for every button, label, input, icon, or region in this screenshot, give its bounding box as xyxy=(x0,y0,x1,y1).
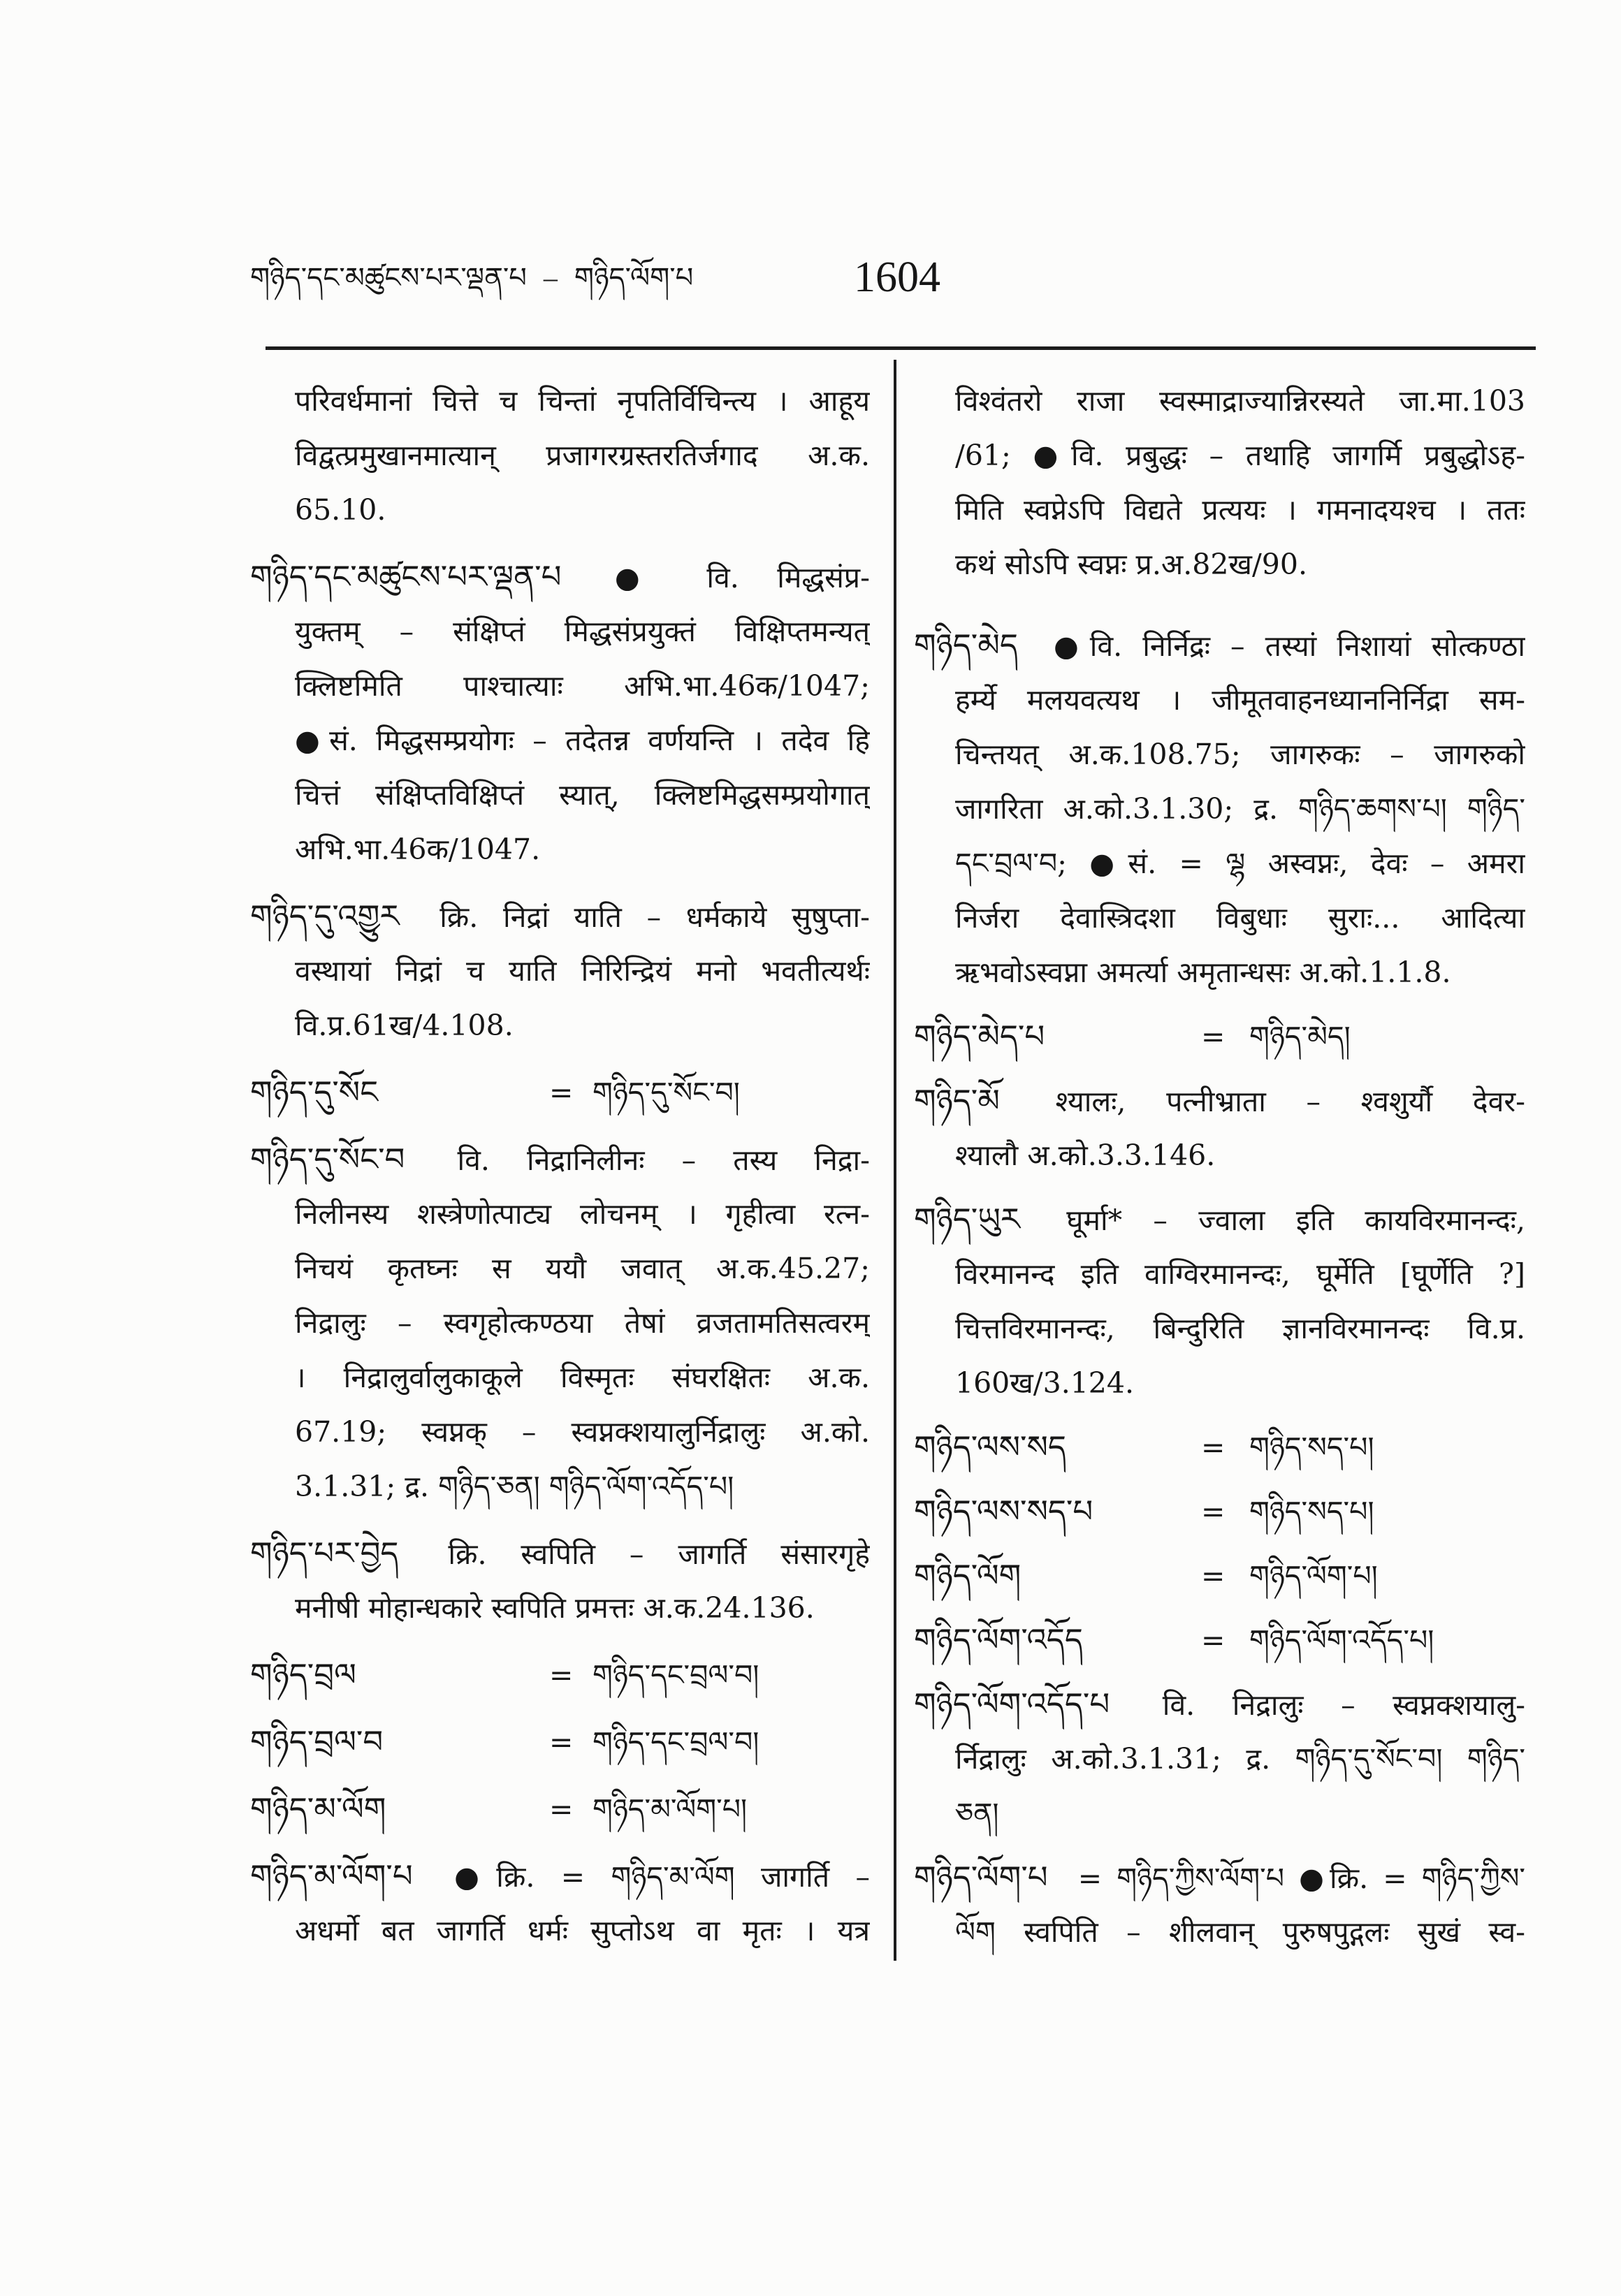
headword: གཉིད་ཡུར xyxy=(914,1201,1020,1238)
definition-line: । निद्रालुर्वालुकाकूले विस्मृतः संघरक्षितः अ.क. xyxy=(295,1361,870,1394)
definition-line: /61; ●वि. प्रबुद्धः – तथाहि जागर्मि प्रबुद्धोऽह- xyxy=(955,439,1525,472)
dictionary-entry xyxy=(250,1782,870,1836)
definition-line: चित्तं संक्षिप्तविक्षिप्तं स्यात्, क्लिष्टमिद्धसम्प्रयोगात् xyxy=(295,778,870,812)
definition-line: अभि.भा.46क/1047. xyxy=(295,833,541,866)
dictionary-entry xyxy=(914,1613,1525,1667)
entry-first-line xyxy=(250,1132,870,1187)
definition-line: परिवर्धमानां चित्ते च चिन्तां नृपतिर्विचिन्त्य । आहूय xyxy=(295,384,870,418)
dictionary-entry xyxy=(250,550,870,877)
dictionary-entry xyxy=(250,1132,870,1514)
entry-first-line xyxy=(914,618,1525,673)
cross-reference-line xyxy=(250,1065,870,1120)
equals-sign: = xyxy=(549,1076,574,1109)
right-column xyxy=(914,374,1525,1959)
headword: གཉིད་ལོག་པ xyxy=(914,1859,1048,1896)
headword: གཉིད་མ་ལོག xyxy=(250,1790,386,1827)
dictionary-entry xyxy=(914,1074,1525,1183)
headword: གཉིད་མེད་པ xyxy=(914,1018,1045,1055)
cross-reference-line xyxy=(914,1613,1525,1667)
definition-line: निर्जरा देवास्त्रिदशा विबुधाः सुराः... आदित्या xyxy=(955,901,1525,935)
definition-line: वस्थायां निद्रां च याति निरिन्द्रियं मनो भवतीत्यर्थः xyxy=(295,954,870,988)
cross-reference-line xyxy=(914,1009,1525,1064)
cross-reference-line xyxy=(914,1549,1525,1603)
definition-line: अधर्मो बत जागर्ति धर्मः सुप्तोऽथ वा मृतः । यत्र xyxy=(295,1914,870,1947)
cross-reference: གཉིད་མ་ལོག་པ། xyxy=(593,1792,748,1826)
definition-line: कथं सोऽपि स्वप्नः प्र.अ.82ख/90. xyxy=(955,548,1307,581)
definition-line: निलीनस्य शस्त्रेणोत्पाट्य लोचनम् । गृहीत्वा रत्न- xyxy=(295,1197,870,1231)
cross-reference-line xyxy=(250,1782,870,1836)
entry-first-line xyxy=(914,1850,1525,1905)
entry-first-line xyxy=(250,550,870,604)
column-divider xyxy=(894,360,896,1961)
definition-line: विद्वत्प्रमुखानमात्यान् प्रजागरग्रस्तरतिर्जगाद अ.क. xyxy=(295,439,870,472)
equals-sign: = xyxy=(1201,1495,1226,1528)
cross-reference-line xyxy=(250,1648,870,1702)
cross-reference: གཉིད་སད་པ། xyxy=(1249,1495,1374,1528)
definition-line: ཅན། xyxy=(955,1797,999,1830)
headword: གཉིད་བྲལ་བ xyxy=(250,1723,384,1760)
headword: གཉིད་མོ xyxy=(914,1082,1000,1119)
definition-line: श्यालौ अ.को.3.3.146. xyxy=(955,1139,1216,1172)
headword: གཉིད་བྲལ xyxy=(250,1656,356,1693)
definition-line: དང་བྲལ་བ; ●सं. = ལྷ अस्वप्नः, देवः – अमरा xyxy=(955,847,1525,880)
equals-sign: = xyxy=(549,1725,574,1759)
headword: གཉིད་དུ་འགྱུར xyxy=(250,898,400,935)
dictionary-entry xyxy=(250,1648,870,1702)
entry-first-line xyxy=(250,889,870,944)
definition-text: घूर्मा* – ज्वाला इति कायविरमानन्दः, xyxy=(1066,1204,1525,1237)
definition-line: 160ख/3.124. xyxy=(955,1366,1135,1400)
cross-reference-line xyxy=(914,1484,1525,1539)
dictionary-entry xyxy=(250,374,870,537)
equals-sign: = xyxy=(549,1658,574,1692)
definition-text: ● वि. मिद्धसंप्र- xyxy=(614,561,870,594)
left-column xyxy=(250,374,870,1958)
definition-line: विरमानन्द इति वाग्विरमानन्दः, घूर्मेति [घूर्णेति ?] xyxy=(955,1257,1525,1291)
definition-line: युक्तम् – संक्षिप्तं मिद्धसंप्रयुक्तं विक्षिप्तमन्यत् xyxy=(295,615,870,648)
headword: གཉིད་ལས་སད xyxy=(914,1428,1066,1465)
headword: གཉིད་ལས་སད་པ xyxy=(914,1493,1093,1530)
cross-reference: གཉིད་ལོག་འདོད་པ། xyxy=(1249,1623,1434,1657)
dictionary-entry xyxy=(914,1484,1525,1539)
entry-first-line xyxy=(250,1849,870,1903)
equals-sign: = xyxy=(1201,1623,1226,1657)
definition-text: = གཉིད་ཀྱིས་ལོག་པ ●क्रि. = གཉིད་ཀྱིས་ xyxy=(1077,1862,1525,1895)
dictionary-entry xyxy=(914,1420,1525,1475)
definition-text: ●वि. निर्निद्रः – तस्यां निशायां सोत्कण्ठा xyxy=(1053,629,1525,663)
page-number: 1604 xyxy=(854,254,940,301)
dictionary-entry xyxy=(250,1715,870,1769)
running-head xyxy=(250,257,693,299)
entry-first-line xyxy=(914,1192,1525,1247)
headword: གཉིད་ལོག xyxy=(914,1557,1022,1594)
definition-text: वि. निद्रालुः – स्वप्नक्शयालु- xyxy=(1162,1688,1525,1722)
definition-line: चित्तविरमानन्दः, बिन्दुरिति ज्ञानविरमानन्दः वि.प्र. xyxy=(955,1312,1525,1345)
dictionary-entry xyxy=(914,1009,1525,1064)
headword: གཉིད་མེད xyxy=(914,627,1018,664)
headword: གཉིད་ལོག་འདོད་པ xyxy=(914,1686,1110,1723)
headword: གཉིད་མ་ལོག་པ xyxy=(250,1857,413,1894)
definition-line: क्लिष्टमिति पाश्चात्याः अभि.भा.46क/1047; xyxy=(295,669,870,703)
definition-line: मनीषी मोहान्धकारे स्वपिति प्रमत्तः अ.क.24.136. xyxy=(295,1591,815,1625)
running-head-last-entry: གཉིད་ལོག་པ xyxy=(574,262,694,294)
definition-line: 67.19; स्वप्नक् – स्वप्नक्शयालुर्निद्रालुः अ.को. xyxy=(295,1415,870,1449)
equals-sign: = xyxy=(1201,1559,1226,1593)
dictionary-entry xyxy=(250,1065,870,1120)
dictionary-entry xyxy=(914,1549,1525,1603)
cross-reference-line xyxy=(250,1715,870,1769)
cross-reference: གཉིད་དུ་སོང་བ། xyxy=(593,1076,740,1109)
definition-line: निद्रालुः – स्वगृहोत्कण्ठया तेषां व्रजतामतिसत्वरम् xyxy=(295,1306,870,1340)
dictionary-entry xyxy=(250,1526,870,1635)
headword: གཉིད་ལོག་འདོད xyxy=(914,1621,1083,1658)
definition-text: श्यालः, पत्नीभ्राता – श्वशुर्यौ देवर- xyxy=(1055,1085,1525,1118)
definition-text: क्रि. स्वपिति – जागर्ति संसारगृहे xyxy=(448,1537,870,1571)
definition-line: र्निद्रालुः अ.को.3.1.31; द्र. གཉིད་དུ་སོང་བ། གཉིད་ xyxy=(955,1742,1525,1776)
definition-line: 3.1.31; द्र. གཉིད་ཅན། གཉིད་ལོག་འདོད་པ། xyxy=(295,1470,734,1503)
definition-line: हर्म्ये मलयवत्यथ । जीमूतवाहनध्याननिर्निद्रा सम- xyxy=(955,683,1525,717)
headword: གཉིད་པར་བྱེད xyxy=(250,1535,399,1572)
definition-line: ●सं. मिद्धसम्प्रयोगः – तदेतन्न वर्णयन्ति । तदेव हि xyxy=(295,724,870,757)
equals-sign: = xyxy=(1201,1431,1226,1464)
dictionary-entry xyxy=(250,889,870,1053)
dictionary-entry xyxy=(250,1849,870,1958)
dictionary-entry xyxy=(914,374,1525,592)
cross-reference: གཉིད་ལོག་པ། xyxy=(1249,1559,1378,1593)
definition-line: ऋभवोऽस्वप्ना अमर्त्या अमृतान्धसः अ.को.1.1.8. xyxy=(955,956,1451,989)
cross-reference: གཉིད་མེད། xyxy=(1249,1020,1351,1053)
entry-first-line xyxy=(914,1677,1525,1732)
headword: གཉིད་དང་མཚུངས་པར་ལྡན་པ xyxy=(250,558,562,595)
running-head-first-entry: གཉིད་དང་མཚུངས་པར་ལྡན་པ xyxy=(250,262,527,294)
cross-reference-line xyxy=(914,1420,1525,1475)
dictionary-entry xyxy=(914,1850,1525,1959)
definition-text: ●क्रि. = གཉིད་མ་ལོག जागर्ति – xyxy=(454,1860,870,1894)
cross-reference: གཉིད་སད་པ། xyxy=(1249,1431,1374,1464)
definition-line: विश्वंतरो राजा स्वस्माद्राज्यान्निरस्यते जा.मा.103 xyxy=(955,384,1525,418)
definition-line: मिति स्वप्नेऽपि विद्यते प्रत्ययः । गमनादयश्च । ततः xyxy=(955,493,1525,527)
headword: གཉིད་དུ་སོང་བ xyxy=(250,1141,405,1178)
definition-line: जागरिता अ.को.3.1.30; द्र. གཉིད་ཆགས་པ། གཉིད་ xyxy=(955,792,1525,826)
cross-reference: གཉིད་དང་བྲལ་བ། xyxy=(593,1658,759,1692)
definition-line: ལོག स्वपिति – शीलवान् पुरुषपुद्गलः सुखं स्व- xyxy=(955,1915,1525,1949)
equals-sign: = xyxy=(1201,1020,1226,1053)
definition-line: 65.10. xyxy=(295,493,386,527)
entry-first-line xyxy=(250,1526,870,1581)
definition-line: चिन्तयत् अ.क.108.75; जागरुकः – जागरुको xyxy=(955,738,1525,771)
definition-line: निचयं कृतघ्नः स ययौ जवात् अ.क.45.27; xyxy=(295,1252,870,1285)
equals-sign: = xyxy=(549,1792,574,1826)
headword: གཉིད་དུ་སོང xyxy=(250,1074,379,1111)
dictionary-entry xyxy=(914,1192,1525,1410)
cross-reference: གཉིད་དང་བྲལ་བ། xyxy=(593,1725,759,1759)
definition-text: क्रि. निद्रां याति – धर्मकाये सुषुप्ता- xyxy=(439,900,870,934)
running-head-dash: – xyxy=(543,262,558,293)
header-rule xyxy=(266,346,1536,350)
dictionary-entry xyxy=(914,1677,1525,1841)
entry-first-line xyxy=(914,1074,1525,1128)
dictionary-entry xyxy=(914,618,1525,1000)
definition-text: वि. निद्रानिलीनः – तस्य निद्रा- xyxy=(457,1143,870,1177)
definition-line: वि.प्र.61ख/4.108. xyxy=(295,1009,514,1042)
